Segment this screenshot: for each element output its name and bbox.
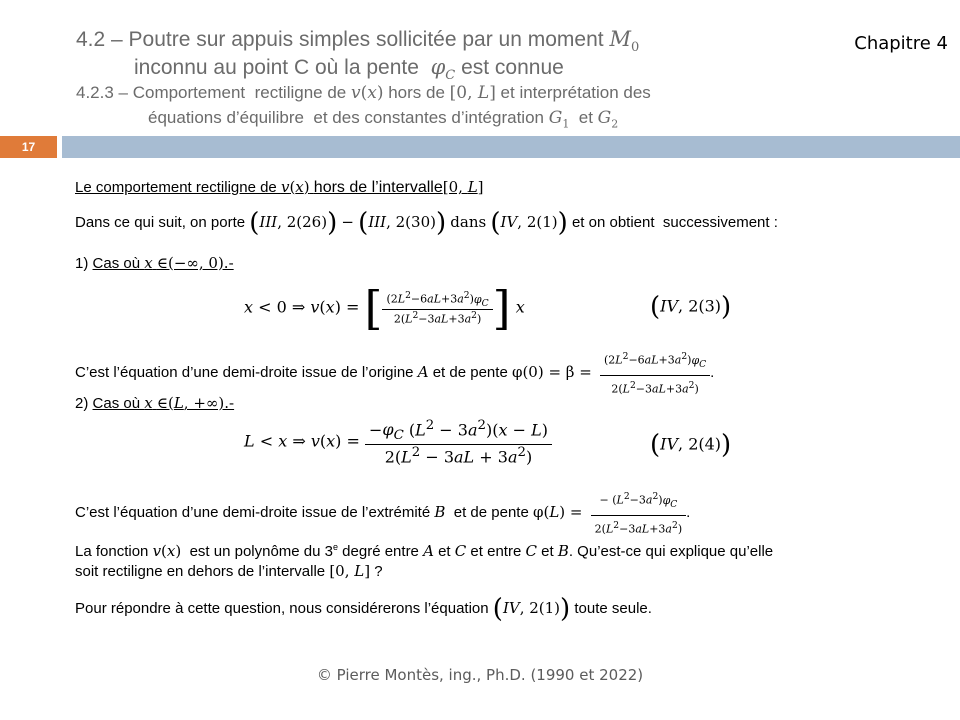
slide-number-badge: 17 [0, 136, 57, 158]
section-heading: Le comportement rectiligne de v(x) hors de l’intervalle[0, L] [75, 178, 484, 196]
slide-subtitle-line2: équations d’équilibre et des constantes d’intégration $G_1$ et $G_2$ [148, 108, 619, 131]
case1-description: C’est l’équation d’une demi-droite issue de l’origine A et de pente φ(0) = β = $\frac{(2L^2-6aL+3a^2)\varphi_C}{2(L^2-3aL+3a^2)}$ . [75, 347, 714, 400]
case2-description: C’est l’équation d’une demi-droite issue de l’extrémité B et de pente φ(L) = $\frac{- (L^2-3a^2)\varphi_C}{2(L^2-3aL+3a^2)}$ . [75, 487, 690, 540]
case1-title: 1) Cas où x ∈(−∞, 0).- [75, 254, 234, 272]
paragraph-question-line2: soit rectiligne en dehors de l’intervalle [0, L] ? [75, 562, 383, 580]
chapter-label: Chapitre 4 [854, 33, 948, 54]
slide-title-line1: 4.2 – Poutre sur appuis simples sollicitée par un moment $M_0$ [76, 27, 640, 56]
paragraph-question-line1: La fonction v(x) est un polynôme du 3e degré entre A et C et entre C et B. Qu’est-ce qui explique qu’elle [75, 542, 774, 560]
equation-ref-iv-2-3: (IV, 2(3)) [650, 292, 732, 322]
paragraph-answer: Pour répondre à cette question, nous considérerons l’équation (IV, 2(1)) toute seule. [75, 594, 652, 625]
equation-iv-2-3: x < 0 ⇒ v(x) = [ $\frac{(2L^2-6aL+3a^2)\varphi_C}{2(L^2-3aL+3a^2)}$ ] x [244, 281, 525, 335]
case2-title: 2) Cas où x ∈(L, +∞).- [75, 394, 235, 412]
intro-text: Dans ce qui suit, on porte (III, 2(26)) − (III, 2(30)) dans (IV, 2(1)) et on obtient successivement : [75, 208, 778, 239]
header-divider-bar [62, 136, 960, 158]
slide-title-line2: inconnu au point C où la pente $\varphi_C$ est connue [134, 55, 564, 84]
equation-iv-2-4: L < x ⇒ v(x) = $\frac{-\varphi_C (L^2 - 3a^2)(x - L)}{2(L^2 - 3aL + 3a^2)}$ [244, 418, 552, 466]
equation-ref-iv-2-4: (IV, 2(4)) [650, 430, 732, 460]
slide-subtitle-line1: 4.2.3 – Comportement rectiligne de v(x) hors de [0, L] et interprétation des [76, 83, 651, 103]
copyright-footer: © Pierre Montès, ing., Ph.D. (1990 et 2022) [316, 666, 644, 684]
